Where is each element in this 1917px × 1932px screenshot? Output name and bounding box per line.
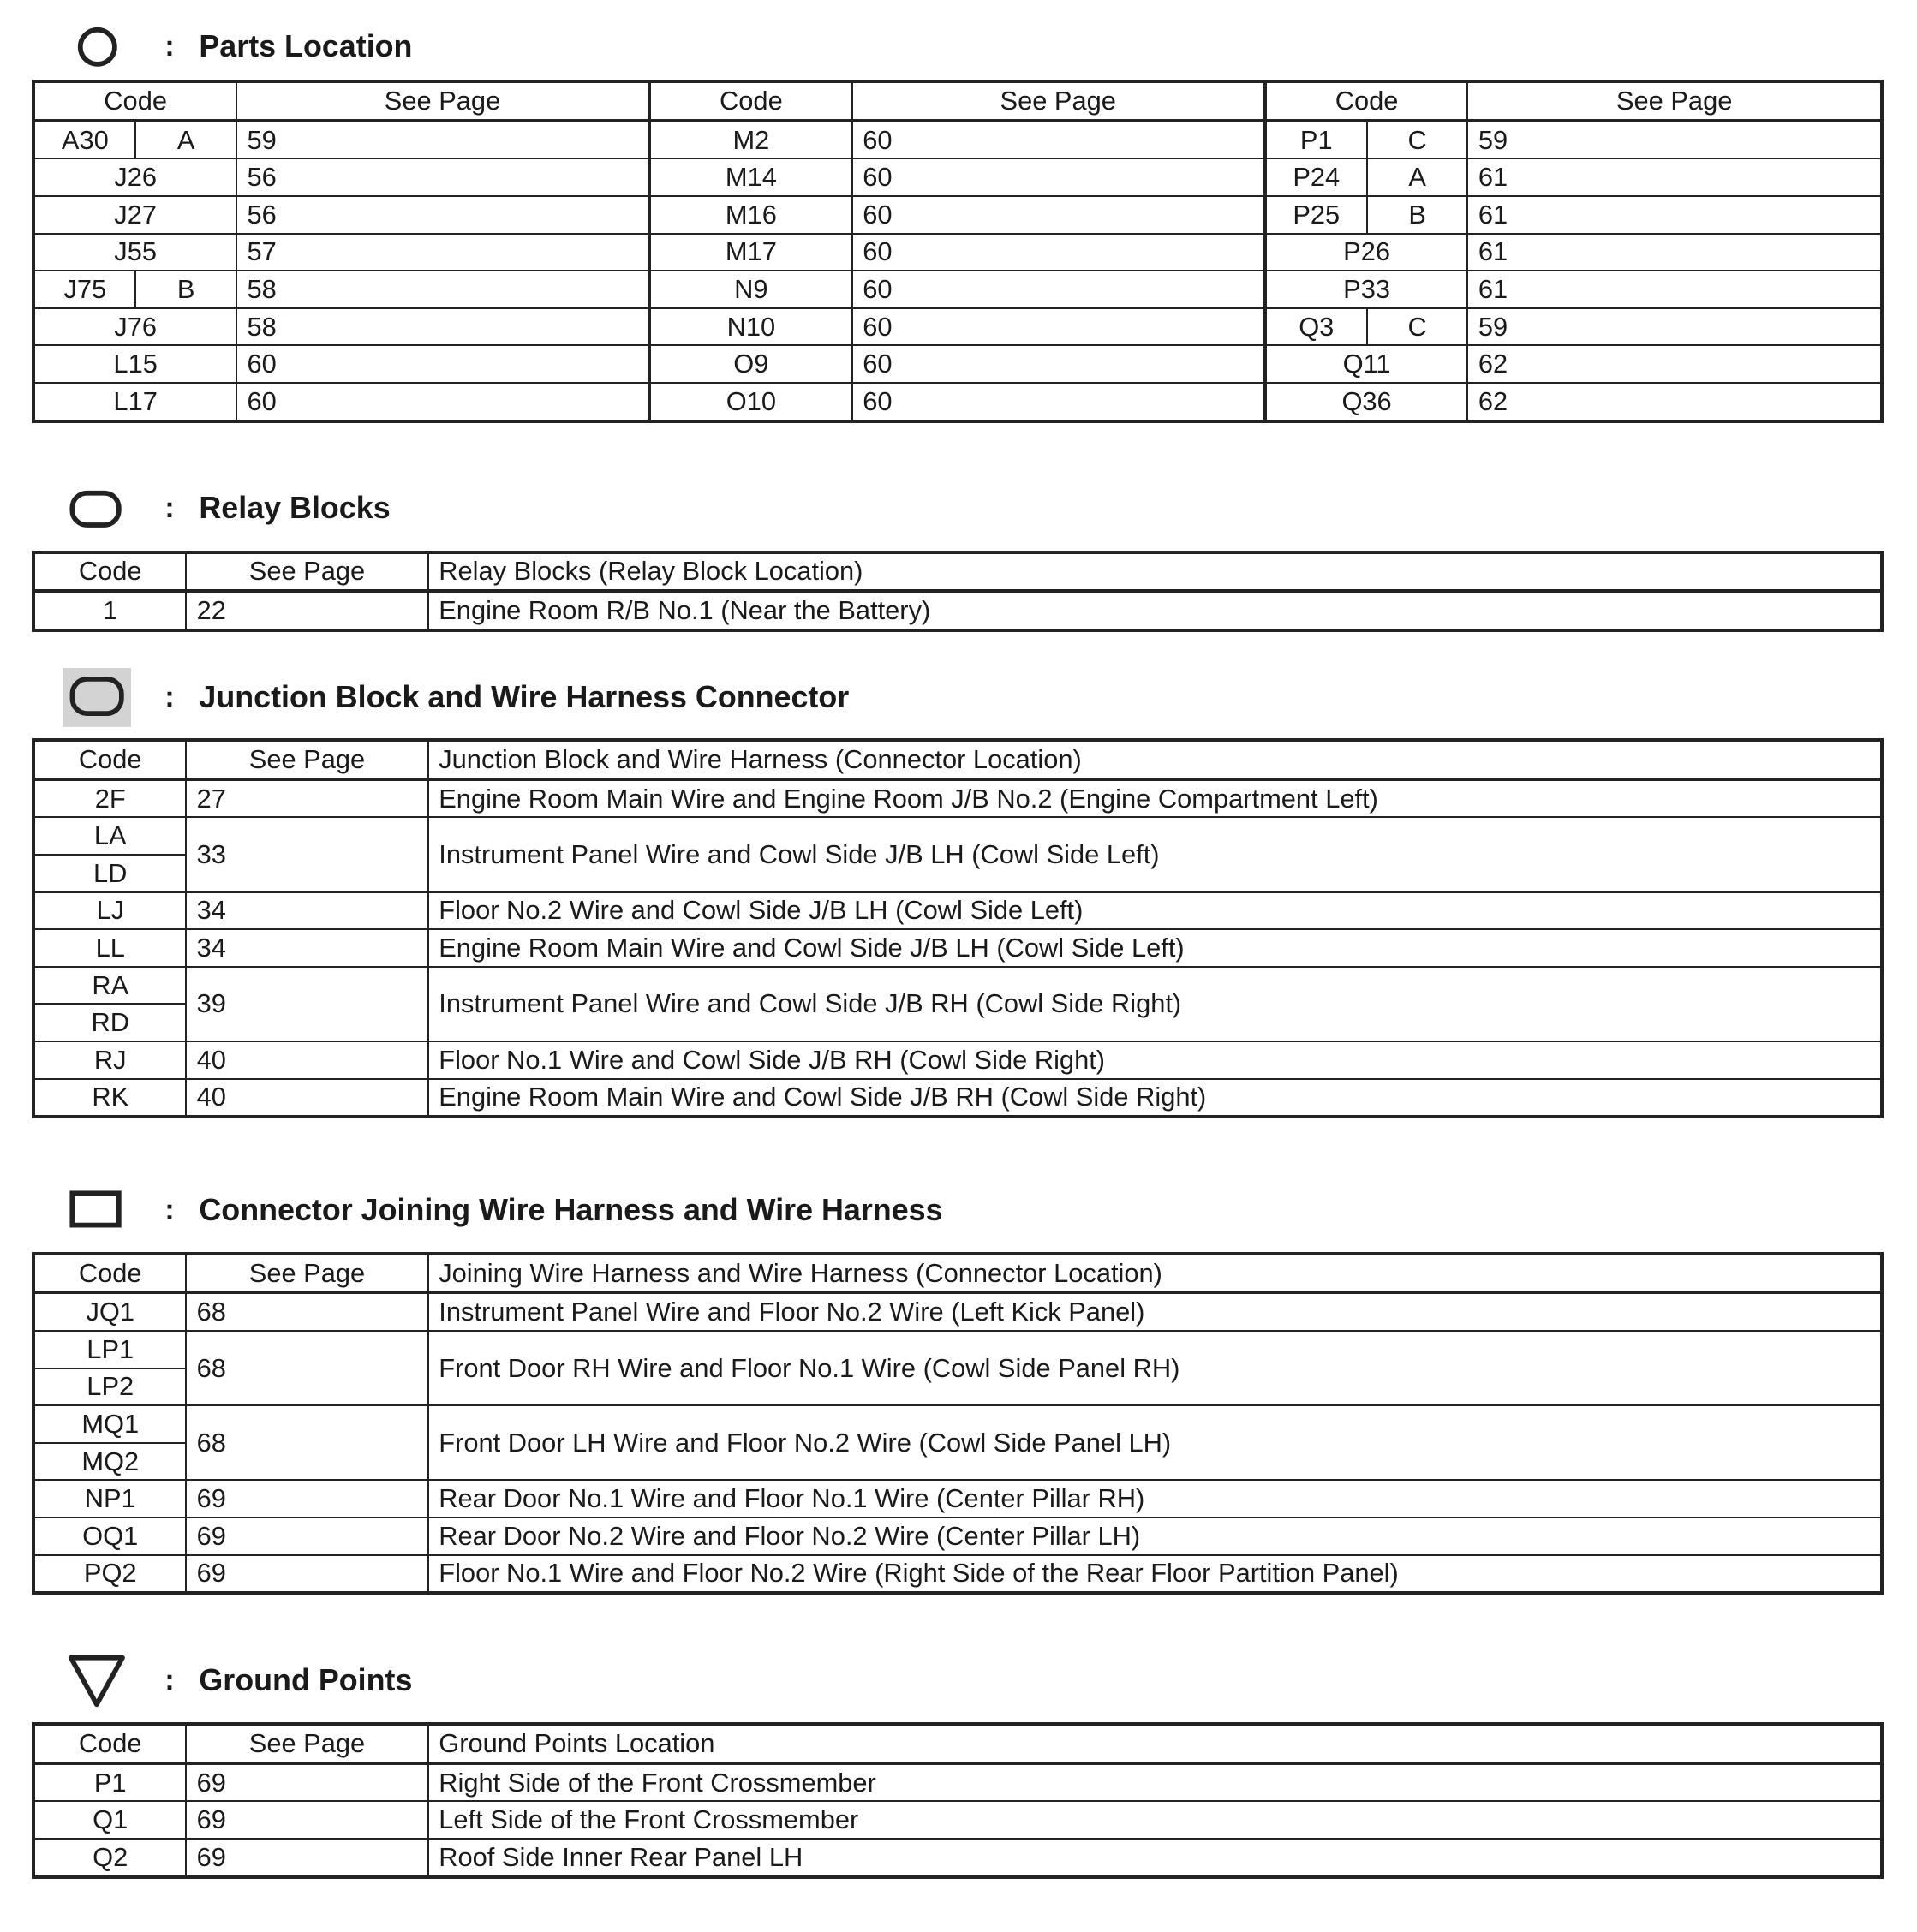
table-row — [33, 929, 1882, 967]
part-code: J75 — [33, 271, 135, 308]
code-cell: RK — [33, 1079, 186, 1118]
column-header-see-page: See Page — [236, 81, 649, 121]
column-header-code: Code — [33, 740, 186, 779]
part-sub-code: B — [135, 271, 236, 308]
code-cell: RA — [33, 967, 186, 1005]
part-code: O9 — [649, 345, 852, 383]
table-row — [33, 1555, 1882, 1594]
part-code: Q3 — [1265, 308, 1367, 346]
see-page-value: 60 — [236, 345, 649, 383]
see-page-value: 56 — [236, 196, 649, 234]
location-description: Instrument Panel Wire and Floor No.2 Wire (Left Kick Panel) — [428, 1292, 1882, 1331]
table-row — [33, 121, 1882, 159]
part-code: P26 — [1265, 234, 1468, 271]
code-cell: LP2 — [33, 1368, 186, 1406]
code-cell: MQ2 — [33, 1443, 186, 1481]
part-sub-code: A — [135, 121, 236, 159]
column-header-location: Joining Wire Harness and Wire Harness (Connector Location) — [428, 1254, 1882, 1293]
column-header-location: Junction Block and Wire Harness (Connector Location) — [428, 740, 1882, 779]
location-description: Floor No.1 Wire and Floor No.2 Wire (Right Side of the Rear Floor Partition Panel) — [428, 1555, 1882, 1594]
table-row — [33, 308, 1882, 346]
circle-icon — [62, 16, 133, 78]
see-page-value: 34 — [186, 929, 428, 967]
table-row — [33, 345, 1882, 383]
ground-points-table — [32, 1722, 1884, 1878]
location-description: Rear Door No.1 Wire and Floor No.1 Wire (Center Pillar RH) — [428, 1480, 1882, 1518]
column-header-see-page: See Page — [186, 1724, 428, 1763]
rounded-rect-icon — [62, 478, 133, 540]
code-cell: LD — [33, 855, 186, 892]
part-sub-code: C — [1367, 308, 1468, 346]
location-description: Left Side of the Front Crossmember — [428, 1801, 1882, 1839]
table-row — [33, 817, 1882, 855]
column-header-code: Code — [33, 81, 236, 121]
part-sub-code: A — [1367, 158, 1468, 196]
heading-colon: : — [164, 1193, 175, 1226]
code-cell: LL — [33, 929, 186, 967]
header-row — [33, 81, 1882, 121]
part-code: J55 — [33, 234, 236, 271]
header-row — [33, 1254, 1882, 1293]
part-code: Q11 — [1265, 345, 1468, 383]
code-cell: P1 — [33, 1763, 186, 1802]
column-header-see-page: See Page — [1467, 81, 1881, 121]
part-code: L17 — [33, 383, 236, 421]
table-row — [33, 383, 1882, 421]
see-page-value: 33 — [186, 817, 428, 891]
table-row — [33, 967, 1882, 1005]
see-page-value: 62 — [1467, 383, 1881, 421]
see-page-value: 60 — [852, 196, 1265, 234]
junction-block-table — [32, 738, 1884, 1118]
see-page-value: 69 — [186, 1763, 428, 1802]
part-code: A30 — [33, 121, 135, 159]
code-cell: RJ — [33, 1041, 186, 1079]
part-code: J76 — [33, 308, 236, 346]
heading-colon: : — [164, 30, 175, 63]
location-description: Front Door RH Wire and Floor No.1 Wire (Cowl Side Panel RH) — [428, 1331, 1882, 1405]
see-page-value: 61 — [1467, 196, 1881, 234]
heading-colon: : — [164, 681, 175, 714]
column-header-see-page: See Page — [186, 552, 428, 592]
see-page-value: 60 — [852, 234, 1265, 271]
see-page-value: 59 — [236, 121, 649, 159]
table-row — [33, 234, 1882, 271]
see-page-value: 40 — [186, 1079, 428, 1118]
location-description: Rear Door No.2 Wire and Floor No.2 Wire (Center Pillar LH) — [428, 1518, 1882, 1555]
see-page-value: 60 — [852, 383, 1265, 421]
table-row — [33, 1079, 1882, 1118]
heading-colon: : — [164, 1664, 175, 1697]
column-header-location: Relay Blocks (Relay Block Location) — [428, 552, 1882, 592]
table-row — [33, 158, 1882, 196]
part-code: J27 — [33, 196, 236, 234]
location-description: Floor No.1 Wire and Cowl Side J/B RH (Cowl Side Right) — [428, 1041, 1882, 1079]
see-page-value: 57 — [236, 234, 649, 271]
table-row — [33, 779, 1882, 818]
column-header-code: Code — [33, 552, 186, 592]
column-header-code: Code — [1265, 81, 1468, 121]
joining-connector-table — [32, 1252, 1884, 1595]
location-description: Engine Room Main Wire and Cowl Side J/B RH (Cowl Side Right) — [428, 1079, 1882, 1118]
section-title: Ground Points — [199, 1663, 413, 1698]
code-cell: MQ1 — [33, 1405, 186, 1443]
column-header-location: Ground Points Location — [428, 1724, 1882, 1763]
code-cell: LA — [33, 817, 186, 855]
see-page-value: 69 — [186, 1480, 428, 1518]
see-page-value: 60 — [852, 271, 1265, 308]
see-page-value: 61 — [1467, 234, 1881, 271]
header-row — [33, 1724, 1882, 1763]
see-page-value: 62 — [1467, 345, 1881, 383]
column-header-see-page: See Page — [852, 81, 1265, 121]
location-description: Instrument Panel Wire and Cowl Side J/B RH (Cowl Side Right) — [428, 967, 1882, 1041]
see-page-value: 60 — [852, 345, 1265, 383]
part-code: L15 — [33, 345, 236, 383]
section-title: Parts Location — [199, 29, 413, 63]
part-code: O10 — [649, 383, 852, 421]
section-heading-joining-connector — [62, 1179, 943, 1241]
table-row — [33, 591, 1882, 630]
see-page-value: 58 — [236, 271, 649, 308]
shaded-rounded-rect-icon — [62, 667, 133, 729]
section-title: Junction Block and Wire Harness Connector — [199, 680, 850, 715]
code-cell: LP1 — [33, 1331, 186, 1368]
code-cell: 1 — [33, 591, 186, 630]
code-cell: PQ2 — [33, 1555, 186, 1594]
rectangle-icon — [62, 1179, 133, 1241]
header-row — [33, 552, 1882, 592]
table-row — [33, 892, 1882, 930]
see-page-value: 60 — [236, 383, 649, 421]
code-cell: JQ1 — [33, 1292, 186, 1331]
see-page-value: 22 — [186, 591, 428, 630]
table-row — [33, 1839, 1882, 1877]
section-heading-relay-blocks — [62, 478, 391, 540]
see-page-value: 69 — [186, 1801, 428, 1839]
part-code: J26 — [33, 158, 236, 196]
see-page-value: 59 — [1467, 308, 1881, 346]
column-header-see-page: See Page — [186, 740, 428, 779]
see-page-value: 60 — [852, 308, 1265, 346]
table-row — [33, 1292, 1882, 1331]
location-description: Engine Room Main Wire and Cowl Side J/B LH (Cowl Side Left) — [428, 929, 1882, 967]
column-header-see-page: See Page — [186, 1254, 428, 1293]
table-row — [33, 271, 1882, 308]
location-description: Roof Side Inner Rear Panel LH — [428, 1839, 1882, 1877]
table-row — [33, 196, 1882, 234]
part-code: M2 — [649, 121, 852, 159]
part-code: P25 — [1265, 196, 1367, 234]
see-page-value: 69 — [186, 1518, 428, 1555]
code-cell: OQ1 — [33, 1518, 186, 1555]
table-row — [33, 1480, 1882, 1518]
code-cell: 2F — [33, 779, 186, 818]
location-description: Engine Room R/B No.1 (Near the Battery) — [428, 591, 1882, 630]
see-page-value: 27 — [186, 779, 428, 818]
see-page-value: 40 — [186, 1041, 428, 1079]
table-row — [33, 1405, 1882, 1443]
see-page-value: 56 — [236, 158, 649, 196]
location-description: Engine Room Main Wire and Engine Room J/B No.2 (Engine Compartment Left) — [428, 779, 1882, 818]
see-page-value: 69 — [186, 1839, 428, 1877]
see-page-value: 39 — [186, 967, 428, 1041]
section-heading-ground-points — [62, 1650, 413, 1712]
code-cell: NP1 — [33, 1480, 186, 1518]
see-page-value: 68 — [186, 1331, 428, 1405]
see-page-value: 61 — [1467, 158, 1881, 196]
table-row — [33, 1041, 1882, 1079]
section-heading-parts-location — [62, 16, 413, 78]
see-page-value: 60 — [852, 158, 1265, 196]
part-code: N10 — [649, 308, 852, 346]
part-code: P24 — [1265, 158, 1367, 196]
section-heading-junction-block — [62, 667, 850, 729]
relay-blocks-table — [32, 551, 1884, 632]
parts-location-table — [32, 80, 1884, 422]
code-cell: Q1 — [33, 1801, 186, 1839]
part-sub-code: B — [1367, 196, 1468, 234]
table-row — [33, 1763, 1882, 1802]
see-page-value: 69 — [186, 1555, 428, 1594]
part-code: P1 — [1265, 121, 1367, 159]
part-code: N9 — [649, 271, 852, 308]
see-page-value: 61 — [1467, 271, 1881, 308]
column-header-code: Code — [649, 81, 852, 121]
header-row — [33, 740, 1882, 779]
triangle-down-icon — [62, 1650, 133, 1712]
heading-colon: : — [164, 492, 175, 525]
location-description: Floor No.2 Wire and Cowl Side J/B LH (Cowl Side Left) — [428, 892, 1882, 930]
code-cell: Q2 — [33, 1839, 186, 1877]
see-page-value: 34 — [186, 892, 428, 930]
see-page-value: 59 — [1467, 121, 1881, 159]
column-header-code: Code — [33, 1254, 186, 1293]
column-header-code: Code — [33, 1724, 186, 1763]
table-row — [33, 1331, 1882, 1368]
part-sub-code: C — [1367, 121, 1468, 159]
part-code: Q36 — [1265, 383, 1468, 421]
part-code: M16 — [649, 196, 852, 234]
code-cell: LJ — [33, 892, 186, 930]
section-title: Relay Blocks — [199, 491, 391, 526]
see-page-value: 58 — [236, 308, 649, 346]
see-page-value: 68 — [186, 1292, 428, 1331]
section-title: Connector Joining Wire Harness and Wire Harness — [199, 1192, 943, 1227]
location-description: Instrument Panel Wire and Cowl Side J/B LH (Cowl Side Left) — [428, 817, 1882, 891]
table-row — [33, 1518, 1882, 1555]
part-code: M14 — [649, 158, 852, 196]
location-description: Right Side of the Front Crossmember — [428, 1763, 1882, 1802]
code-cell: RD — [33, 1004, 186, 1041]
see-page-value: 60 — [852, 121, 1265, 159]
table-row — [33, 1801, 1882, 1839]
see-page-value: 68 — [186, 1405, 428, 1480]
part-code: M17 — [649, 234, 852, 271]
part-code: P33 — [1265, 271, 1468, 308]
location-description: Front Door LH Wire and Floor No.2 Wire (Cowl Side Panel LH) — [428, 1405, 1882, 1480]
